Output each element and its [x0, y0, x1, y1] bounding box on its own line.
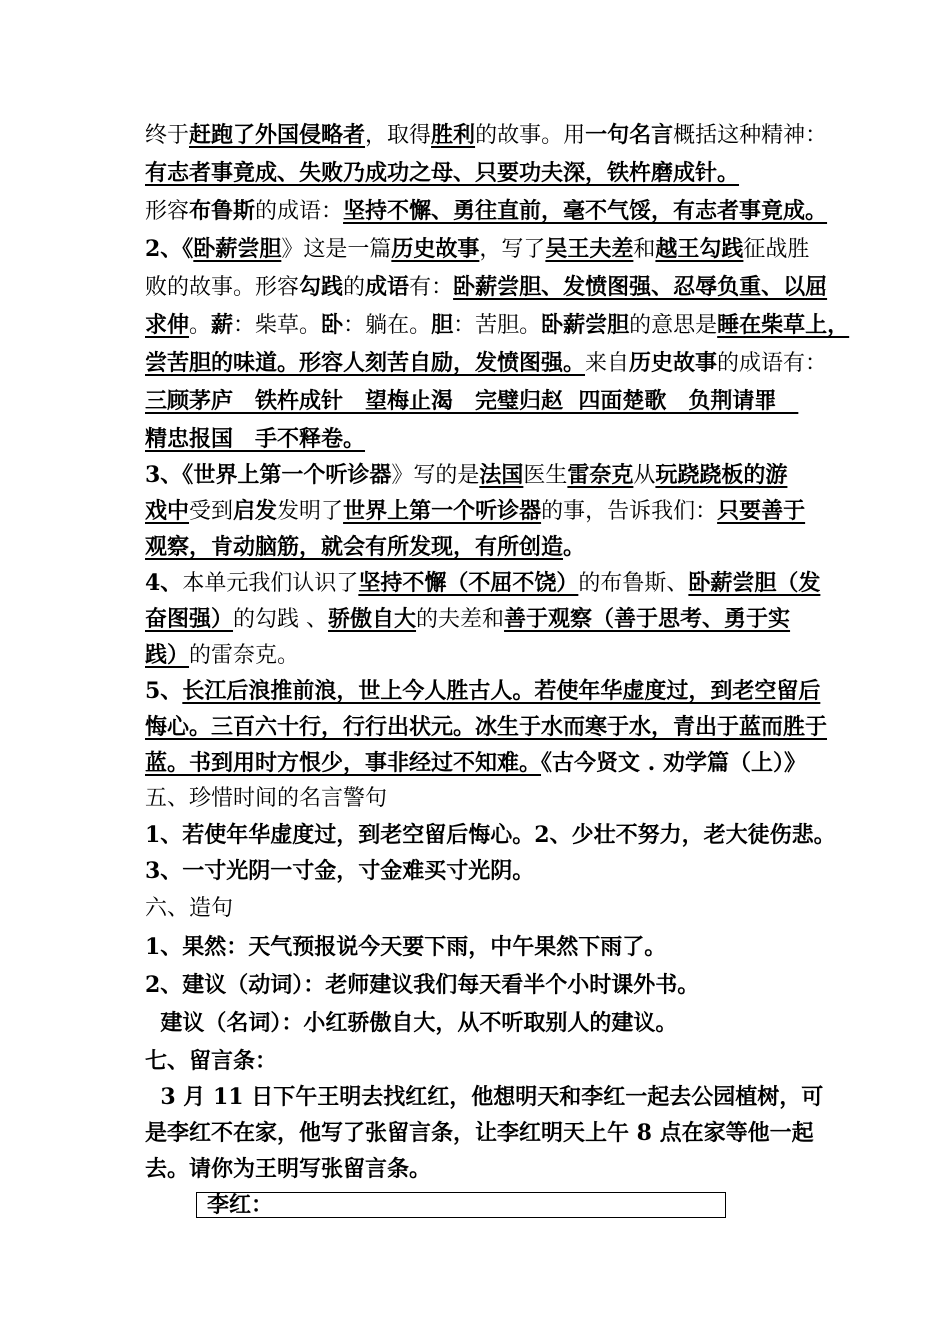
- text-segment: 六、造句: [145, 896, 234, 921]
- text-segment: 胜利: [431, 122, 476, 148]
- text-segment: 戏中: [145, 498, 190, 524]
- text-segment: 践）: [145, 642, 190, 668]
- text-line: [145, 232, 825, 266]
- text-segment: 的成语：: [255, 199, 344, 224]
- text-segment: 历史故事: [629, 350, 718, 376]
- text-segment: 卧: [321, 312, 344, 338]
- text-segment: 奋图强）: [145, 606, 234, 632]
- text-segment: 坚持不懈（不屈不饶）: [358, 570, 579, 596]
- text-segment: 征战胜: [743, 237, 810, 262]
- text-segment: 建议（名词）：小红骄傲自大，从不听取别人的建议。: [145, 1010, 678, 1036]
- text-segment: 1、果然：天气预报说今天要下雨，中午果然下雨了。: [145, 934, 667, 960]
- text-segment: 五、珍惜时间的名言警句: [145, 786, 388, 811]
- text-line: [145, 930, 825, 964]
- text-segment: 历史故事: [391, 236, 480, 262]
- text-segment: 卧薪尝胆: [193, 236, 282, 262]
- text-segment: 3 月 11 日下午王明去找红红，他想明天和李红一起去公园植树，可: [145, 1084, 824, 1110]
- text-line: [145, 566, 825, 600]
- text-segment: 雷奈克: [567, 462, 634, 488]
- text-segment: 败的故事。形容: [145, 275, 300, 300]
- text-segment: 的事，告诉我们：: [541, 499, 718, 524]
- text-segment: ：躺在。: [343, 313, 432, 338]
- text-segment: 长江后浪推前浪，世上今人胜古人。若使年华虚度过，到老空留后: [182, 678, 821, 704]
- text-segment: 悔心。三百六十行，行行出状元。冰生于水而寒于水，青出于蓝而胜于: [145, 714, 828, 740]
- text-segment: 。: [189, 313, 212, 338]
- text-line: [145, 308, 850, 342]
- text-segment: 终于: [145, 123, 190, 148]
- text-segment: 去。请你为王明写张留言条。: [145, 1156, 432, 1182]
- note-box-label: 李红：: [207, 1192, 274, 1218]
- text-line: [145, 710, 828, 744]
- text-line: [145, 1006, 825, 1040]
- text-segment: 的布鲁斯、: [578, 571, 689, 596]
- text-segment: 睡在柴草上，: [717, 312, 850, 338]
- text-segment: 和: [633, 237, 656, 262]
- text-segment: 形容: [145, 199, 190, 224]
- text-segment: 观察，肯动脑筋，就会有所发现，有所创造: [145, 534, 564, 560]
- text-line: [145, 1152, 825, 1186]
- text-segment: 启发: [233, 498, 278, 524]
- text-segment: 卧薪尝胆、发愤图强、忍辱负重、以屈: [453, 274, 828, 300]
- text-segment: 卧薪尝胆: [541, 312, 630, 338]
- text-segment: 概括这种精神：: [673, 123, 828, 148]
- text-line: [145, 422, 825, 456]
- text-segment: 3、《: [145, 462, 194, 488]
- text-segment: 成语: [365, 274, 410, 300]
- text-segment: 精忠报国 手不释卷。: [145, 426, 366, 452]
- text-segment: 的夫差和: [416, 607, 505, 632]
- text-segment: 的: [343, 275, 366, 300]
- text-segment: 越王勾践: [655, 236, 744, 262]
- text-line: [145, 1044, 825, 1078]
- text-line: [145, 782, 825, 816]
- text-segment: 2、《: [145, 236, 194, 262]
- text-segment: ，取得: [365, 123, 432, 148]
- text-segment: 蓝。书到用时方恨少，事非经过不知难。: [145, 750, 542, 776]
- text-line: [145, 854, 825, 888]
- text-line: [145, 494, 825, 528]
- text-segment: 的勾践 、: [233, 607, 329, 632]
- text-line: [145, 384, 825, 418]
- text-segment: 。: [563, 534, 586, 560]
- text-segment: ，写了: [479, 237, 546, 262]
- text-segment: 1、若使年华虚度过，到老空留后悔心。2、少壮不努力，老大徒伤悲。: [145, 822, 836, 848]
- text-line: [145, 674, 825, 708]
- text-line: [145, 1080, 825, 1114]
- text-segment: ：苦胆。: [453, 313, 542, 338]
- text-segment: 》这是一篇: [281, 237, 392, 262]
- text-segment: 发明了: [277, 499, 344, 524]
- text-line: [145, 968, 825, 1002]
- note-box: [196, 1192, 726, 1218]
- text-line: [145, 194, 828, 228]
- text-segment: 尝苦胆的味道。形容人刻苦自励，发愤图强。: [145, 350, 586, 376]
- text-segment: 的意思是: [629, 313, 718, 338]
- text-line: [145, 746, 825, 780]
- text-segment: 》写的是: [391, 463, 480, 488]
- text-segment: 薪: [211, 312, 234, 338]
- text-line: [145, 156, 825, 190]
- text-segment: 3、一寸光阴一寸金，寸金难买寸光阴。: [145, 858, 535, 884]
- text-segment: 的雷奈克。: [189, 643, 300, 668]
- text-segment: 吴王夫差: [545, 236, 634, 262]
- text-segment: 善于观察（善于思考、勇于实: [504, 606, 791, 632]
- text-segment: 勾践: [299, 274, 344, 300]
- text-segment: 一句名言: [585, 122, 674, 148]
- text-segment: 医生: [523, 463, 568, 488]
- text-segment: 七、留言条：: [145, 1048, 278, 1074]
- text-line: [145, 118, 828, 152]
- text-segment: 世界上第一个听诊器: [193, 462, 392, 488]
- text-segment: 从: [633, 463, 656, 488]
- text-segment: 胆: [431, 312, 454, 338]
- text-segment: 赶跑了外国侵略者: [189, 122, 366, 148]
- text-segment: 本单元我们认识了: [182, 571, 359, 596]
- text-line: [145, 818, 836, 852]
- text-segment: 5、: [145, 678, 183, 704]
- text-line: [145, 346, 828, 380]
- text-segment: 卧薪尝胆（发: [688, 570, 821, 596]
- text-line: [145, 270, 828, 304]
- text-segment: 2、建议（动词）：老师建议我们每天看半个小时课外书。: [145, 972, 700, 998]
- text-segment: 《古今贤文 . 劝学篇（上）》: [541, 750, 806, 776]
- text-line: [145, 892, 825, 926]
- text-segment: 是李红不在家，他写了张留言条，让李红明天上午 8 点在家等他一起: [145, 1120, 814, 1146]
- text-segment: 世界上第一个听诊器: [343, 498, 542, 524]
- text-segment: 法国: [479, 462, 524, 488]
- text-segment: 的成语有：: [717, 351, 828, 376]
- text-segment: 只要善于: [717, 498, 806, 524]
- text-segment: 骄傲自大: [328, 606, 417, 632]
- text-segment: 坚持不懈、勇往直前，毫不气馁，有志者事竟成。: [343, 198, 828, 224]
- text-segment: 有：: [409, 275, 454, 300]
- text-segment: 4、: [145, 570, 183, 596]
- text-line: [145, 638, 825, 672]
- text-segment: 玩跷跷板的游: [655, 462, 788, 488]
- text-segment: 求伸: [145, 312, 190, 338]
- text-segment: 布鲁斯: [189, 198, 256, 224]
- text-segment: 有志者事竟成、失败乃成功之母、只要功夫深，铁杵磨成针。: [145, 160, 740, 186]
- text-line: [145, 1116, 825, 1150]
- text-line: [145, 602, 825, 636]
- text-segment: 受到: [189, 499, 234, 524]
- text-line: [145, 530, 825, 564]
- text-segment: 来自: [585, 351, 630, 376]
- text-segment: 的故事。用: [475, 123, 586, 148]
- text-segment: 三顾茅庐 铁杵成针 望梅止渴 完璧归赵 四面楚歌 负荆请罪: [145, 388, 799, 414]
- text-segment: ：柴草。: [233, 313, 322, 338]
- text-line: [145, 458, 825, 492]
